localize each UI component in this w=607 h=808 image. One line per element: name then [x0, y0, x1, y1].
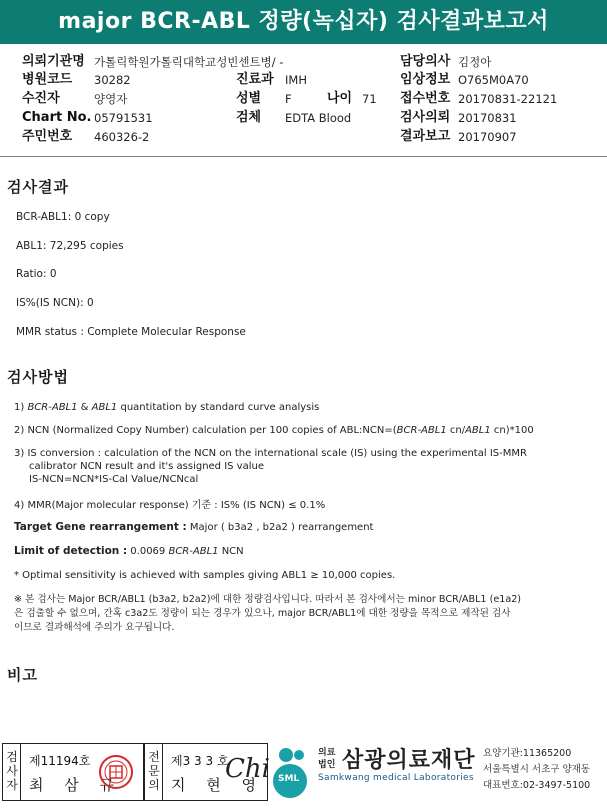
- report-date-label: 결과보고: [400, 129, 451, 144]
- patient-info: [0, 49, 607, 155]
- specialist-signature: Chi: [225, 754, 270, 784]
- hospital-code-label: 병원코드: [22, 72, 73, 87]
- inspector-label: 검사자: [6, 750, 18, 792]
- chart-no-label: Chart No.: [22, 110, 92, 125]
- method-3-line2: calibrator NCN result and it's assigned IS value: [29, 461, 264, 472]
- facility-code: 요양기관:11365200: [483, 748, 572, 759]
- receipt-no-value: 20170831-22121: [458, 92, 558, 106]
- report-title: major BCR-ABL 정량(녹십자) 검사결과보고서: [0, 0, 607, 44]
- method-3-line1: 3) IS conversion : calculation of the NCN on the international scale (IS) using the experimental IS-MMR: [14, 448, 527, 459]
- sex-label: 성별: [236, 91, 262, 106]
- result-is-percent: IS%(IS NCN): 0: [16, 297, 94, 309]
- method-2: 2) NCN (Normalized Copy Number) calculation per 100 copies of ABL:NCN=(BCR-ABL1 cn/ABL1 cn)*100: [14, 425, 534, 436]
- clinical-info-label: 임상정보: [400, 72, 451, 87]
- specialist-license-no: 제3 3 3 호: [171, 754, 229, 768]
- age-label: 나이: [327, 91, 353, 106]
- limit-of-detection: Limit of detection : 0.0069 BCR-ABL1 NCN: [14, 545, 244, 557]
- info-divider: [0, 156, 607, 157]
- method-1: 1) BCR-ABL1 & ABL1 quantitation by standard curve analysis: [14, 402, 320, 413]
- patient-label: 수진자: [22, 91, 60, 106]
- inspector-name: 최 삼 규: [29, 776, 123, 794]
- hospital-code-value: 30282: [94, 73, 131, 87]
- doctor-label: 담당의사: [400, 54, 451, 69]
- doctor-value: 김정아: [458, 55, 492, 69]
- contact-info: [483, 746, 590, 794]
- receipt-no-label: 접수번호: [400, 91, 451, 106]
- report-footer: [0, 741, 607, 808]
- resident-no-label: 주민번호: [22, 129, 73, 144]
- method-3-line3: IS-NCN=NCN*IS-Cal Value/NCNcal: [29, 474, 199, 485]
- result-ratio: Ratio: 0: [16, 268, 57, 280]
- institution-label: 의뢰기관명: [22, 54, 85, 69]
- disclaimer-line3: 이므로 결과해석에 주의가 요구됩니다.: [14, 622, 175, 633]
- inspector-seal-icon: [97, 752, 135, 792]
- specimen-value: EDTA Blood: [285, 111, 352, 125]
- specialist-box: [144, 743, 268, 801]
- logo-corp-type: 의료 법인: [318, 748, 336, 770]
- foundation-name: 삼광의료재단: [342, 748, 476, 773]
- sex-value: F: [285, 92, 292, 106]
- department-value: IMH: [285, 73, 307, 87]
- specialist-label: 전문의: [148, 750, 160, 792]
- target-gene: Target Gene rearrangement : Major ( b3a2 , b2a2 ) rearrangement: [14, 521, 374, 533]
- chart-no-value: 05791531: [94, 111, 153, 125]
- request-date-label: 검사의뢰: [400, 110, 451, 125]
- result-abl1: ABL1: 72,295 copies: [16, 240, 124, 252]
- remarks-title: 비고: [7, 666, 38, 684]
- methods-title: 검사방법: [7, 368, 69, 386]
- report-date-value: 20170907: [458, 130, 517, 144]
- age-value: 71: [362, 92, 377, 106]
- inspector-box: [2, 743, 144, 801]
- address: 서울특별시 서초구 양재동: [483, 764, 590, 775]
- specimen-label: 검체: [236, 110, 262, 125]
- clinical-info-value: O765M0A70: [458, 73, 529, 87]
- resident-no-value: 460326-2: [94, 130, 150, 144]
- sml-logo-text: SML: [278, 774, 300, 784]
- sensitivity-note: * Optimal sensitivity is achieved with samples giving ABL1 ≥ 10,000 copies.: [14, 570, 396, 581]
- patient-value: 양영자: [94, 92, 128, 106]
- sml-logo-icon: [272, 743, 312, 803]
- request-date-value: 20170831: [458, 111, 517, 125]
- institution-value: 가톨릭학원가톨릭대학교성빈센트병/ -: [94, 55, 284, 69]
- results-title: 검사결과: [7, 178, 69, 196]
- result-mmr-status: MMR status : Complete Molecular Response: [16, 326, 246, 338]
- disclaimer-line1: ※ 본 검사는 Major BCR/ABL1 (b3a2, b2a2)에 대한 정량검사입니다. 따라서 본 검사에서는 minor BCR/ABL1 (e1a2): [14, 594, 522, 605]
- inspector-license-no: 제11194호: [29, 754, 91, 768]
- department-label: 진료과: [236, 72, 274, 87]
- result-bcr-abl1: BCR-ABL1: 0 copy: [16, 211, 110, 223]
- phone-number: 대표번호:02-3497-5100: [483, 780, 591, 791]
- specialist-name: 지 현 영: [171, 776, 265, 794]
- disclaimer-line2: 은 검출할 수 없으며, 간혹 c3a2도 정량이 되는 경우가 있으나, major BCR/ABL1에 대한 정량을 목적으로 제작된 검사: [14, 608, 511, 619]
- foundation-english-name: Samkwang medical Laboratories: [318, 773, 474, 783]
- method-4: 4) MMR(Major molecular response) 기준 : IS% (IS NCN) ≤ 0.1%: [14, 500, 326, 511]
